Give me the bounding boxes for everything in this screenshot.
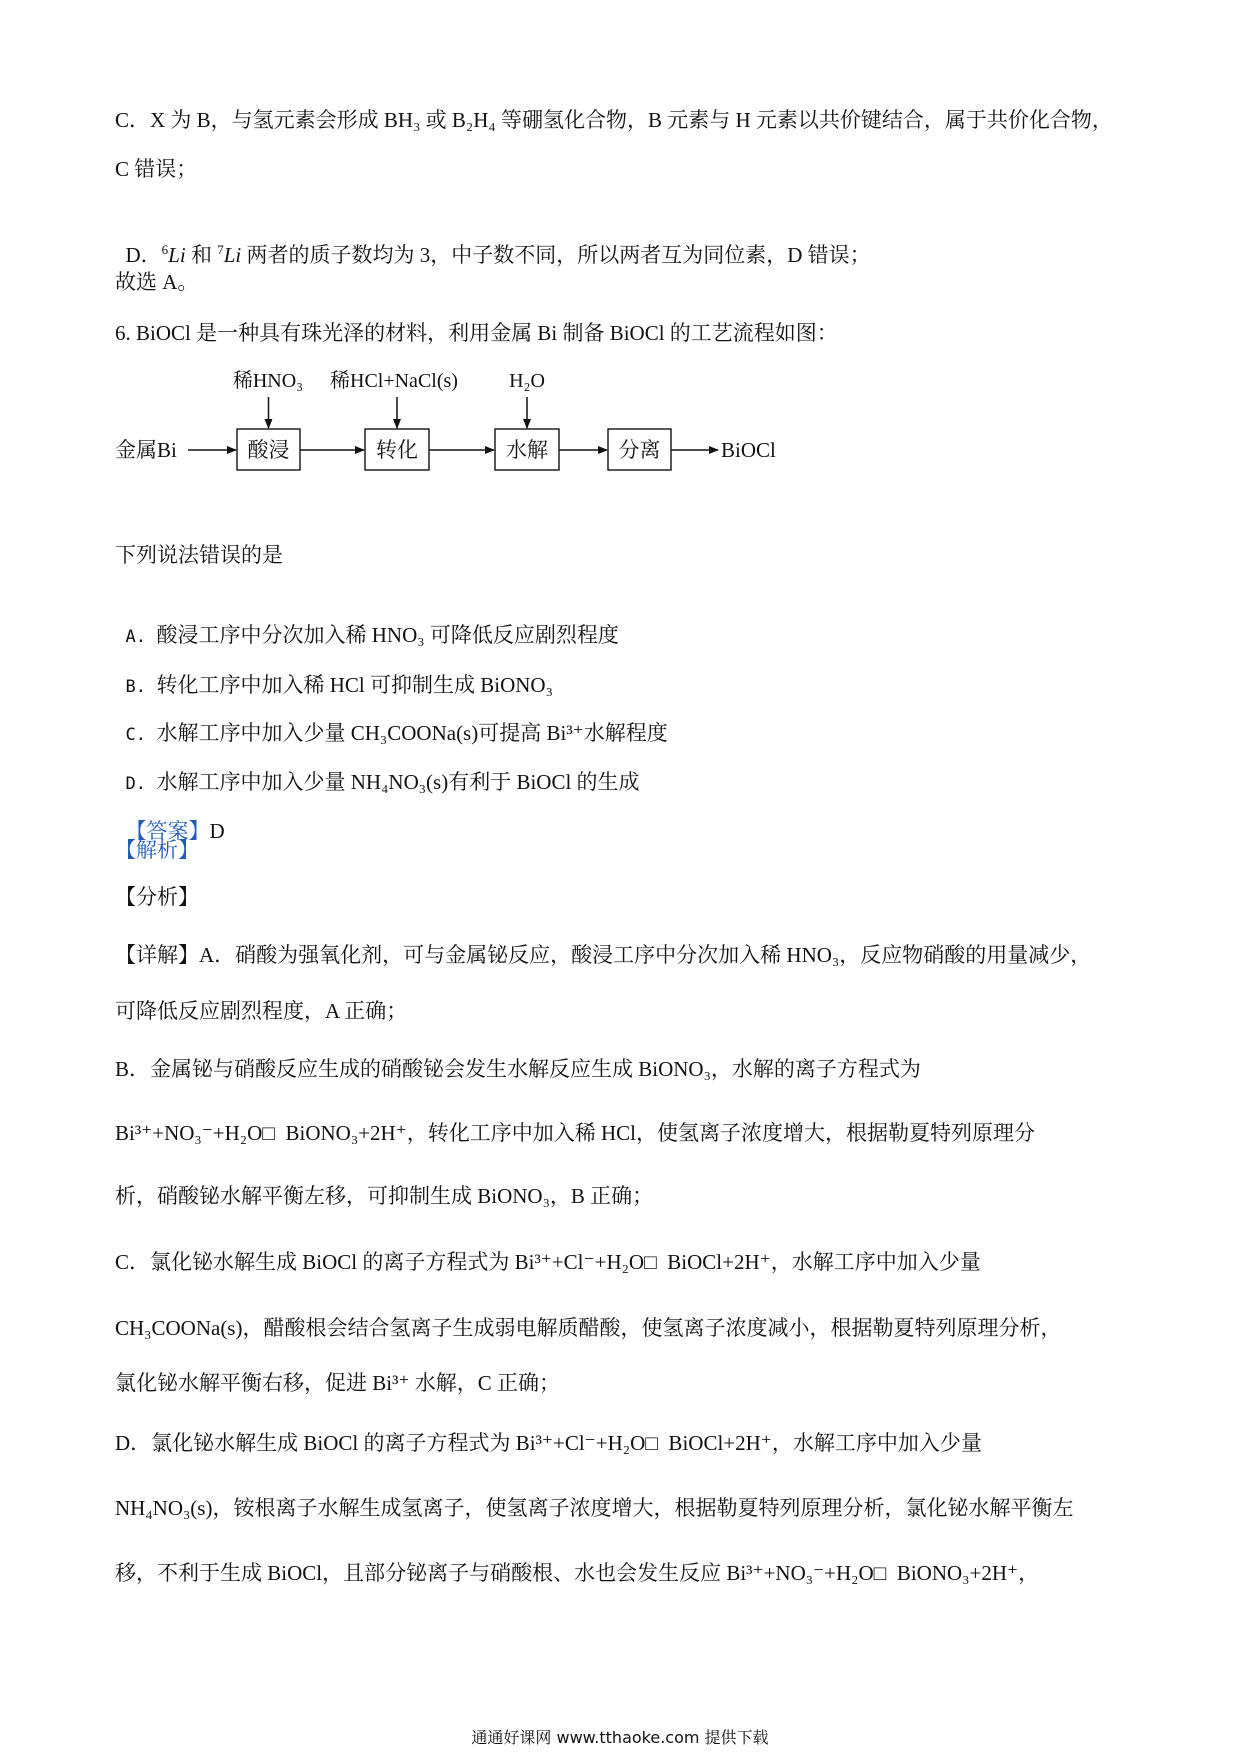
option-c-text: 水解工序中加入少量 CH₃COONa(s)可提高 Bi³⁺水解程度 xyxy=(156,721,668,745)
option-b-letter: B. xyxy=(125,677,146,697)
detail-line-10: NH₄NO₃(s)，铵根离子水解生成氢离子，使氢离子浓度增大，根据勒夏特列原理分析，氯化铋水解平衡左 xyxy=(115,1496,1074,1520)
prev-option-c-line-1: C．X 为 B，与氢元素会形成 BH₃ 或 B₂H₄ 等硼氢化合物，B 元素与 H 元素以共价键结合，属于共价化合物， xyxy=(115,108,1113,132)
reagent-water: H₂O xyxy=(509,370,545,392)
option-d xyxy=(115,737,640,794)
question-6-stem: 6. BiOCl 是一种具有珠光泽的材料，利用金属 Bi 制备 BiOCl 的工艺流程如图： xyxy=(115,321,838,345)
detail-line-6: C．氯化铋水解生成 BiOCl 的离子方程式为 Bi³⁺+Cl⁻+H₂O□ BiOCl+2H⁺，水解工序中加入少量 xyxy=(115,1250,981,1274)
step-hydrolysis: 水解 xyxy=(506,438,548,462)
reagent-dilute-hcl-nacl: 稀HCl+NaCl(s) xyxy=(330,370,458,392)
answer-value: D xyxy=(209,819,225,843)
option-d-letter: D. xyxy=(125,774,146,794)
reagent-dilute-hno3: 稀HNO₃ xyxy=(232,370,304,392)
detail-line-11: 移，不利于生成 BiOCl，且部分铋离子与硝酸根、水也会发生反应 Bi³⁺+NO₃⁻+H₂O□ BiONO₃+2H⁺， xyxy=(115,1561,1040,1585)
answer-label: 【答案】 xyxy=(125,819,210,843)
flow-start-metal-bi: 金属Bi xyxy=(115,438,177,462)
question-6-prompt: 下列说法错误的是 xyxy=(115,543,283,567)
detail-line-2: 可降低反应剧烈程度，A 正确； xyxy=(115,999,408,1023)
isotope-symbol-li-1: Li xyxy=(168,243,186,267)
option-a-text: 酸浸工序中分次加入稀 HNO₃ 可降低反应剧烈程度 xyxy=(156,623,619,647)
option-b-text: 转化工序中加入稀 HCl 可抑制生成 BiONO₃ xyxy=(156,673,553,697)
detail-line-7: CH₃COONa(s)，醋酸根会结合氢离子生成弱电解质醋酸，使氢离子浓度减小，根据勒夏特列原理分析， xyxy=(115,1316,1062,1340)
detail-line-4: Bi³⁺+NO₃⁻+H₂O□ BiONO₃+2H⁺，转化工序中加入稀 HCl，使氢离子浓度增大，根据勒夏特列原理分 xyxy=(115,1121,1035,1145)
option-a-letter: A. xyxy=(125,627,146,647)
detail-line-5: 析，硝酸铋水解平衡左移，可抑制生成 BiONO₃，B 正确； xyxy=(115,1184,654,1208)
option-b xyxy=(115,640,553,697)
detail-line-8: 氯化铋水解平衡右移，促进 Bi³⁺ 水解，C 正确； xyxy=(115,1371,560,1395)
option-c-letter: C. xyxy=(125,725,146,745)
isotope-symbol-li-2: Li xyxy=(223,243,242,267)
process-flowchart xyxy=(0,355,1240,485)
prev-option-c-line-2: C 错误； xyxy=(115,157,198,181)
analysis-sub-label: 【分析】 xyxy=(115,885,199,909)
option-c xyxy=(115,688,668,745)
step-separation: 分离 xyxy=(618,438,661,462)
detail-line-3: B．金属铋与硝酸反应生成的硝酸铋会发生水解反应生成 BiONO₃，水解的离子方程式为 xyxy=(115,1057,921,1081)
prev-option-d-conj: 和 xyxy=(185,243,218,267)
page-footer: 通通好课网 www.tthaoke.com 提供下载 xyxy=(471,1728,769,1747)
option-a xyxy=(115,590,619,647)
analysis-label: 【解析】 xyxy=(115,838,199,862)
prev-option-d-line xyxy=(115,210,871,267)
prev-conclusion: 故选 A。 xyxy=(115,270,199,294)
option-d-text: 水解工序中加入少量 NH₄NO₃(s)有利于 BiOCl 的生成 xyxy=(156,770,640,794)
step-acid-leach: 酸浸 xyxy=(247,438,290,462)
prev-option-d-prefix: D． xyxy=(125,243,162,267)
detail-line-1: 【详解】A．硝酸为强氧化剂，可与金属铋反应，酸浸工序中分次加入稀 HNO₃，反应物硝酸的用量减少， xyxy=(115,943,1092,967)
step-conversion: 转化 xyxy=(376,438,418,462)
isotope-mass-7: 7 xyxy=(217,242,224,257)
isotope-mass-6: 6 xyxy=(161,242,169,257)
answer-line xyxy=(115,786,225,843)
prev-option-d-rest: 两者的质子数均为 3，中子数不同，所以两者互为同位素，D 错误； xyxy=(241,243,871,267)
flow-product-biocl: BiOCl xyxy=(721,438,776,462)
detail-line-9: D．氯化铋水解生成 BiOCl 的离子方程式为 Bi³⁺+Cl⁻+H₂O□ BiOCl+2H⁺，水解工序中加入少量 xyxy=(115,1431,982,1455)
